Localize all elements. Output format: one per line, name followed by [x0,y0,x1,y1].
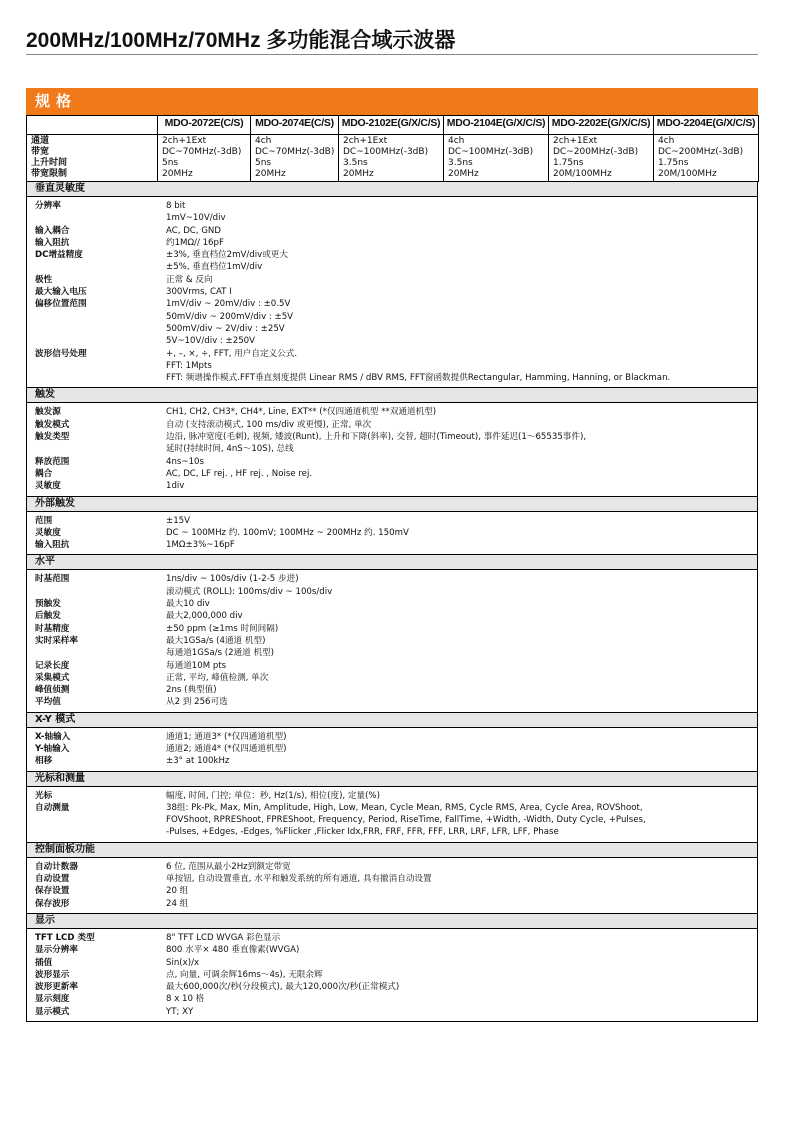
spec-row [27,406,757,418]
spec-value: 20M/100MHz [553,169,612,179]
model-spec-cell [251,135,339,182]
spec-label: 触发类型 [35,432,70,443]
spec-row [27,443,757,455]
spec-row [27,861,757,873]
spec-label [27,212,166,224]
spec-label: 触发模式 [35,419,70,430]
spec-value: +, –, ×, ÷, FFT, 用户自定义公式. [166,348,298,359]
spec-row [27,480,757,492]
spec-row [27,348,757,360]
spec-value: 最大10 div [166,599,210,610]
section-heading: 光标和测量 [27,772,757,787]
spec-value: DC~100MHz(-3dB) [343,147,429,157]
section-heading: 垂直灵敏度 [27,182,757,197]
model-name: MDO-2204E(G/X/C/S) [654,116,759,135]
section-heading: 控制面板功能 [27,843,757,858]
spec-row [27,527,757,539]
spec-row [27,696,757,708]
spec-row [27,335,757,347]
spec-value: 5ns [255,158,272,168]
spec-label [27,311,166,323]
title-divider [26,54,758,55]
spec-value: 通道1; 通道3* (*仅四通道机型) [166,731,287,742]
spec-label: 后触发 [35,611,61,622]
spec-label: 灵敏度 [35,527,61,538]
spec-label: 范围 [35,515,53,526]
spec-value: 1mV/div ~ 20mV/div : ±0.5V [166,299,291,310]
spec-value: 8 x 10 格 [166,994,205,1005]
spec-label: Y-轴输入 [35,743,70,754]
spec-label: 插值 [35,957,53,968]
spec-label: 光标 [35,790,53,801]
spec-label [27,647,166,659]
spec-label: 时基范围 [35,574,70,585]
spec-value: 50mV/div ~ 200mV/div : ±5V [166,311,294,322]
spec-value: 1MΩ±3%~16pF [166,540,235,551]
spec-label: 带宽 [31,147,50,157]
spec-section [26,555,758,712]
spec-value: 500mV/div ~ 2V/div : ±25V [166,323,285,334]
spec-value: DC~70MHz(-3dB) [255,147,335,157]
spec-row [27,456,757,468]
spec-row [27,802,757,814]
spec-section [26,713,758,772]
spec-row [27,249,757,261]
model-comparison-table [26,115,759,182]
spec-value: 单按钮, 自动设置垂直, 水平和触发系统的所有通道, 具有撤消自动设置 [166,874,432,885]
spec-row [27,981,757,993]
spec-value: FFT: 1Mpts [166,360,212,371]
spec-label: 记录长度 [35,660,70,671]
spec-row [27,755,757,767]
spec-label: 通道 [31,136,50,146]
section-body [27,512,757,555]
spec-value: 1.75ns [658,158,689,168]
spec-value: 5ns [162,158,179,168]
spec-label [27,360,166,372]
spec-value: 38组: Pk-Pk, Max, Min, Amplitude, High, Low, Mean, Cycle Mean, RMS, Cycle RMS, Area, Cycle Area, ROVShoot, [166,802,643,813]
model-spec-cell [549,135,654,182]
spec-row [27,468,757,480]
spec-row [27,598,757,610]
spec-row [27,635,757,647]
spec-value: AC, DC, GND [166,225,221,236]
spec-label: 显示刻度 [35,994,70,1005]
spec-section [26,843,758,914]
spec-row [27,743,757,755]
spec-row [27,814,757,826]
spec-sheet [26,88,758,1022]
spec-value: FOVShoot, RPREShoot, FPREShoot, Frequency, Period, RiseTime, FallTime, +Width, -Width, Duty Cycle, +Pulses, [166,815,646,826]
spec-value: Sin(x)/x [166,957,200,968]
spec-label: DC增益精度 [35,250,83,261]
model-spec-labels [27,135,158,182]
section-body [27,787,757,842]
spec-value: FFT: 频谱操作模式.FFT垂直刻度提供 Linear RMS / dBV RMS, FFT窗函数提供Rectangular, Hamming, Hanning, or Blackman. [166,373,671,384]
spec-row [27,826,757,838]
spec-section [26,772,758,843]
spec-row [27,261,757,273]
spec-label: 偏移位置范围 [35,299,87,310]
model-name: MDO-2072E(C/S) [158,116,251,135]
spec-value: DC~200MHz(-3dB) [658,147,744,157]
model-spec-cell [654,135,759,182]
spec-label: 上升时间 [31,158,68,168]
spec-value: 4ch [255,136,272,146]
spec-value: 2ns (典型值) [166,685,217,696]
spec-row [27,200,757,212]
spec-value: 2ch+1Ext [343,136,388,146]
spec-row [27,684,757,696]
spec-label: 最大输入电压 [35,287,87,298]
spec-value: 4ch [658,136,675,146]
spec-row [27,274,757,286]
spec-label: 保存设置 [35,886,70,897]
spec-label: 释放范围 [35,456,70,467]
spec-row [27,790,757,802]
spec-row [27,212,757,224]
spec-label: 时基精度 [35,623,70,634]
section-heading: 触发 [27,388,757,403]
spec-value: 点, 向量, 可调余辉16ms～4s), 无限余辉 [166,969,323,980]
section-body [27,929,757,1021]
spec-value: ±3° at 100kHz [166,756,230,767]
spec-label: 分辨率 [35,201,61,211]
spec-value: 8" TFT LCD WVGA 彩色显示 [166,932,281,943]
model-spec-row [27,135,759,182]
spec-value: 2ch+1Ext [553,136,598,146]
spec-label: 触发源 [35,407,61,418]
spec-label: 带宽限制 [31,169,68,179]
spec-row [27,586,757,598]
spec-row [27,885,757,897]
spec-value: 20MHz [448,169,479,179]
spec-label: 极性 [35,274,53,285]
spec-value: 正常 & 反向 [166,274,213,285]
section-heading: X-Y 模式 [27,713,757,728]
model-header-row [27,116,759,135]
spec-value: 3.5ns [343,158,368,168]
spec-value: 延时(持续时间, 4nS～10S), 总线 [166,444,294,455]
spec-row [27,944,757,956]
spec-label: 自动测量 [35,802,70,813]
spec-label [27,443,166,455]
page-title: 200MHz/100MHz/70MHz 多功能混合域示波器 [26,29,456,52]
spec-value: DC ~ 100MHz 约. 100mV; 100MHz ~ 200MHz 约. 150mV [166,527,409,538]
spec-value: AC, DC, LF rej. , HF rej. , Noise rej. [166,468,313,479]
spec-label: 灵敏度 [35,481,61,492]
spec-label: 预触发 [35,599,61,610]
spec-label [27,323,166,335]
spec-row [27,932,757,944]
spec-value: 自动 (支持滚动模式, 100 ms/div 或更慢), 正常, 单次 [166,419,372,430]
spec-row [27,237,757,249]
model-name: MDO-2102E(G/X/C/S) [339,116,444,135]
spec-row [27,360,757,372]
model-name: MDO-2202E(G/X/C/S) [549,116,654,135]
spec-value: 3.5ns [448,158,473,168]
spec-row [27,286,757,298]
spec-value: 4ns~10s [166,456,205,467]
spec-value: 1div [166,481,185,492]
spec-label: 输入阻抗 [35,237,70,248]
spec-value: 最大1GSa/s (4通道 机型) [166,635,266,646]
spec-label: 波形显示 [35,969,70,980]
spec-row [27,515,757,527]
spec-label [27,372,166,384]
spec-value: 幅度, 时间, 门控; 单位：秒, Hz(1/s), 相位(度), 定量(%) [166,790,380,801]
spec-label: 输入耦合 [35,225,70,236]
spec-value: 边沿, 脉冲宽度(毛刺), 视频, 矮波(Runt), 上升和下降(斜率), 交替, 超时(Timeout), 事件延迟(1～65535事件), [166,432,587,443]
spec-value: 从2 到 256可选 [166,697,228,708]
section-body [27,858,757,913]
spec-label: 显示分辨率 [35,945,78,956]
spec-label: 波形更新率 [35,982,78,993]
spec-value: YT; XY [166,1006,194,1017]
spec-label [27,826,166,838]
spec-sections [26,182,758,1022]
spec-row [27,311,757,323]
spec-value: 20M/100MHz [658,169,717,179]
spec-label: 峰值侦测 [35,685,70,696]
spec-value: 每通道10M pts [166,660,227,671]
spec-label: 平均值 [35,697,61,708]
spec-value: 1.75ns [553,158,584,168]
spec-value: ±5%, 垂直档位1mV/div [166,262,263,273]
spec-section [26,914,758,1022]
spec-row [27,957,757,969]
spec-value: 约1MΩ// 16pF [166,237,224,248]
spec-value: -Pulses, +Edges, -Edges, %Flicker ,Flicker Idx,FRR, FRF, FFR, FFF, LRR, LRF, LFR, LFF, Phase [166,827,559,838]
spec-row [27,623,757,635]
section-heading: 外部触发 [27,497,757,512]
spec-value: 4ch [448,136,465,146]
spec-row [27,672,757,684]
spec-label: 输入阻抗 [35,540,70,551]
spec-row [27,610,757,622]
spec-label: 采集模式 [35,672,70,683]
spec-row [27,969,757,981]
spec-value: 300Vrms, CAT I [166,287,232,298]
spec-value: DC~200MHz(-3dB) [553,147,639,157]
spec-row [27,225,757,237]
spec-value: 每通道1GSa/s (2通道 机型) [166,648,275,659]
section-body [27,197,757,387]
spec-label [27,586,166,598]
spec-header-banner: 规格 [26,88,758,115]
section-heading: 显示 [27,914,757,929]
spec-label: 自动计数器 [35,861,78,872]
spec-value: ±3%, 垂直档位2mV/div或更大 [166,250,288,261]
spec-label: 波形信号处理 [35,348,87,359]
section-heading: 水平 [27,555,757,570]
spec-value: 20MHz [162,169,193,179]
spec-row [27,873,757,885]
section-body [27,403,757,495]
spec-label: 显示模式 [35,1006,70,1017]
spec-label: TFT LCD 类型 [35,932,95,943]
spec-section [26,182,758,388]
spec-value: DC~70MHz(-3dB) [162,147,242,157]
spec-label: 自动设置 [35,874,70,885]
spec-value: 正常, 平均, 峰值检测, 单次 [166,672,269,683]
spec-row [27,323,757,335]
section-body [27,728,757,771]
spec-value: 6 位, 范围从最小2Hz到额定带宽 [166,861,291,872]
spec-value: 最大2,000,000 div [166,611,243,622]
spec-value: CH1, CH2, CH3*, CH4*, Line, EXT** (*仅四通道机型 **双通道机型) [166,407,437,418]
spec-value: ±50 ppm (≥1ms 时间间隔) [166,623,279,634]
spec-row [27,431,757,443]
spec-value: 20 组 [166,886,189,897]
spec-value: 5V~10V/div : ±250V [166,336,256,347]
model-name: MDO-2074E(C/S) [251,116,339,135]
spec-value: 2ch+1Ext [162,136,207,146]
spec-value: 1ns/div ~ 100s/div (1-2-5 步进) [166,574,299,585]
spec-row [27,731,757,743]
spec-label [27,261,166,273]
spec-label [27,335,166,347]
spec-section [26,388,758,496]
spec-value: 通道2; 通道4* (*仅四通道机型) [166,743,287,754]
spec-row [27,573,757,585]
spec-row [27,898,757,910]
model-name: MDO-2104E(G/X/C/S) [444,116,549,135]
spec-value: 最大600,000次/秒(分段模式), 最大120,000次/秒(正常模式) [166,982,400,993]
spec-label [27,814,166,826]
spec-label: X-轴输入 [35,731,71,742]
spec-row [27,647,757,659]
model-spec-cell [339,135,444,182]
spec-label: 实时采样率 [35,635,78,646]
spec-value: ±15V [166,515,191,526]
section-body [27,570,757,711]
spec-value: 20MHz [343,169,374,179]
spec-row [27,298,757,310]
spec-row [27,419,757,431]
spec-label: 耦合 [35,468,53,479]
spec-section [26,497,758,556]
spec-value: 1mV~10V/div [166,213,226,224]
spec-label: 相移 [35,756,53,767]
spec-value: 24 组 [166,898,189,909]
spec-label: 保存波形 [35,898,70,909]
spec-value: DC~100MHz(-3dB) [448,147,534,157]
spec-row [27,993,757,1005]
model-header-blank [27,116,158,135]
model-spec-cell [158,135,251,182]
spec-value: 8 bit [166,201,186,211]
spec-value: 20MHz [255,169,286,179]
spec-value: 800 水平× 480 垂直像素(WVGA) [166,945,300,956]
spec-value: 滚动模式 (ROLL): 100ms/div ~ 100s/div [166,586,333,597]
spec-row [27,372,757,384]
spec-row [27,1006,757,1018]
spec-row [27,539,757,551]
model-spec-cell [444,135,549,182]
spec-row [27,660,757,672]
